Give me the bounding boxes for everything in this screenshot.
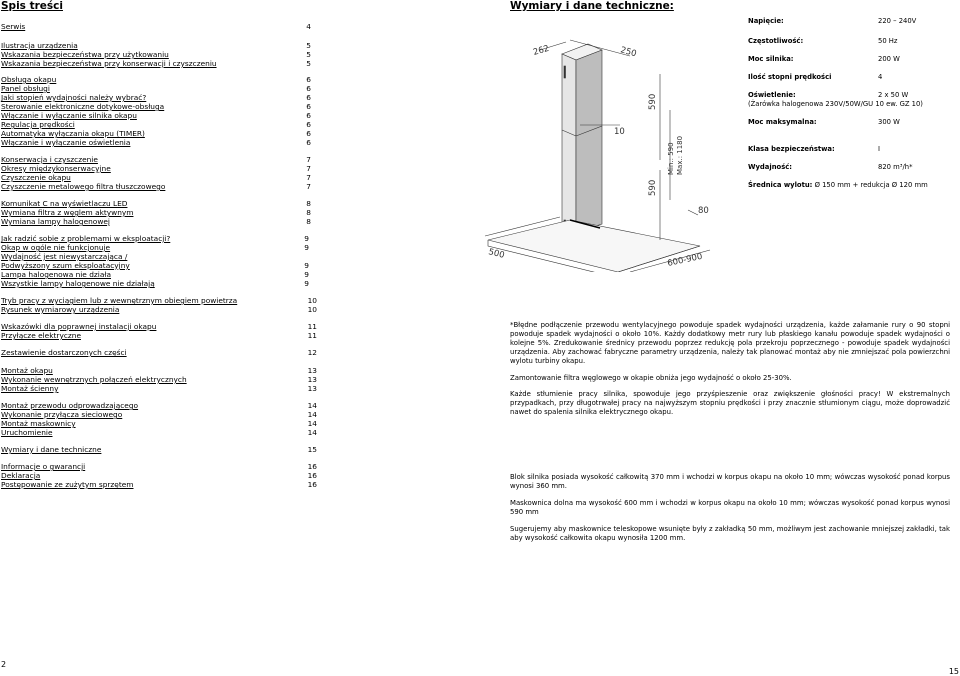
toc-entry[interactable] — [1, 348, 317, 357]
toc-entry-page: 16 — [307, 480, 317, 489]
toc-entry-page: 6 — [306, 102, 311, 111]
toc-entry-page: 8 — [306, 217, 311, 226]
right-page: Wymiary i dane techniczne: 262 250 590 10 590 Min.: 590 Max.: 1180 80 500 600-900 Napięcie: 220 – 240V Częstotliwość: 50 Hz Moc silnika: 200 W Ilość stopni prędkości 4 Oświetlenie: 2 x 50 W (Żarówka halogenowa 230V/50W/GU 10 ew. GZ 10) Moc maksymalna: 300 W Klasa bezpieczeństwa: I Wydajność: 820 m³/h* Średnica wylotu: Ø 150 mm + redukcja Ø 120 mm *Błędne podłączenie przewodu wentylacyjnego powoduje spadek wydajności urządzenia, każde załamanie rury o 90 stopni powoduje spadek wydajności o około 10%. Każdy dodatkowy metr rury lub płaskiego kanału powoduje spadek wydajności o kolejne 5%. Zredukowanie średnicy przewodu poprzez redukcję pola przekroju poprzecznego - powoduje spadek wydajności urządzenia. Aby zachować fabryczne parametry urządzenia, należy tak planować montaż aby nie zmniejszać pola powierzchni wylotu turbiny okapu. Zamontowanie filtra węglowego w okapie obniża jego wydajność o około 25-30%. Każde stłumienie pracy silnika, spowoduje jego przyśpieszenie oraz zwiększenie głośności pracy! W ekstremalnych przypadkach, przy długotrwałej pracy na najwyższym stopniu prędkości i przy znacznie stłumionym ciągu, może doprowadzić nawet do spalenia silnika elektrycznego okapu. Blok silnika posiada wysokość całkowitą 370 mm i wchodzi w korpus okapu na około 10 mm; wówczas wysokość ponad korpus wynosi 360 mm. Maskownica dolna ma wysokość 600 mm i wchodzi w korpus okapu na około 10 mm; wówczas wysokość ponad korpus wynosi 590 mm Sugerujemy aby maskownice teleskopowe wsunięte były z zakładką 50 mm, możliwym jest zachowanie mniejszej zakładki, tak aby wysokość całkowita okapu wynosiła 1200 mm. 15 — [480, 0, 960, 676]
toc-entry-page: 10 — [307, 296, 317, 305]
dim-min: Min.: 590 — [667, 142, 675, 175]
toc-entry-label: Informacje o gwarancji — [1, 462, 86, 471]
toc-entry[interactable] — [1, 279, 309, 288]
toc-entry[interactable] — [1, 164, 311, 173]
toc-entry-label: Rysunek wymiarowy urządzenia — [1, 305, 120, 314]
section-title: Wymiary i dane techniczne: — [510, 0, 674, 12]
toc-entry-page: 9 — [304, 270, 309, 279]
toc-entry-page: 6 — [306, 111, 311, 120]
toc-entry-page: 10 — [307, 305, 317, 314]
note-paragraph: Każde stłumienie pracy silnika, spowoduje jego przyśpieszenie oraz zwiększenie głośności pracy! W ekstremalnych przypadkach, przy długotrwałej pracy na najwyższym stopniu prędkości i przy znacznie stłumionym ciągu, może doprowadzić nawet do spalenia silnika elektrycznego okapu. — [510, 390, 950, 417]
toc-entry[interactable] — [1, 331, 317, 340]
note-paragraph: Sugerujemy aby maskownice teleskopowe wsunięte były z zakładką 50 mm, możliwym jest zachowanie mniejszej zakładki, tak aby wysokość całkowita okapu wynosiła 1200 mm. — [510, 524, 950, 542]
toc-entry[interactable] — [1, 129, 311, 138]
note-paragraph: Blok silnika posiada wysokość całkowitą 370 mm i wchodzi w korpus okapu na około 10 mm; wówczas wysokość ponad korpus wynosi 360 mm. — [510, 473, 950, 490]
toc-entry-page: 13 — [307, 366, 317, 375]
toc-entry-page: 12 — [307, 348, 317, 357]
toc-entry[interactable] — [1, 445, 317, 454]
toc-entry-label: Ilustracja urządzenia — [1, 41, 78, 50]
toc-entry-label: Konserwacja i czyszczenie — [1, 155, 98, 164]
dim-590-lower: 590 — [648, 179, 658, 196]
toc-entry-page: 6 — [306, 138, 311, 147]
toc-entry[interactable] — [1, 261, 309, 270]
toc-entry-label: Wskazania bezpieczeństwa przy użytkowaniu — [1, 50, 169, 59]
toc-entry[interactable] — [1, 462, 317, 471]
toc-entry[interactable] — [1, 296, 317, 305]
toc-entry-page: 4 — [306, 22, 311, 31]
toc-entry-label: Okap w ogóle nie funkcjonuje — [1, 243, 111, 252]
toc-entry[interactable] — [1, 410, 317, 419]
toc-entry-page: 6 — [306, 84, 311, 93]
toc-entry-page: 9 — [304, 234, 309, 243]
toc-entry[interactable] — [1, 375, 317, 384]
page-number-right: 15 — [948, 667, 959, 676]
dim-10: 10 — [614, 127, 625, 137]
toc-entry-label: Automatyka wyłączania okapu (TIMER) — [1, 129, 145, 138]
toc-entry-page: 6 — [306, 93, 311, 102]
toc-entry-label: Uruchomienie — [1, 428, 53, 437]
toc-entry-label: Wymiary i dane techniczne — [1, 445, 102, 454]
note-paragraph: Zamontowanie filtra węglowego w okapie obniża jego wydajność o około 25-30%. — [510, 373, 792, 382]
toc-entry-page: 6 — [306, 75, 311, 84]
toc-entry-page: 14 — [307, 419, 317, 428]
toc-entry[interactable] — [1, 322, 317, 331]
toc-entry-page: 7 — [306, 182, 311, 191]
toc-entry-page: 6 — [306, 129, 311, 138]
toc-entry[interactable] — [1, 428, 317, 437]
toc-entry-page: 8 — [306, 199, 311, 208]
toc-entry[interactable] — [1, 84, 311, 93]
toc-entry-page: 7 — [306, 155, 311, 164]
toc-entry-label: Zestawienie dostarczonych części — [1, 348, 127, 357]
toc-entry-label: Montaż okapu — [1, 366, 53, 375]
toc-entry-page: 14 — [307, 410, 317, 419]
toc-entry-label: Montaż maskownicy — [1, 419, 76, 428]
dimension-diagram — [480, 10, 730, 272]
toc-entry-label: Montaż ścienny — [1, 384, 59, 393]
toc-entry-label: Serwis — [1, 22, 26, 31]
toc-entry-page: 13 — [307, 375, 317, 384]
toc-entry-label: Wszystkie lampy halogenowe nie działają — [1, 279, 155, 288]
toc-entry[interactable] — [1, 208, 311, 217]
toc-entry[interactable] — [1, 217, 311, 226]
dim-600-900: 600-900 — [666, 251, 704, 269]
toc-entry-page: 13 — [307, 384, 317, 393]
toc-entry-label: Sterowanie elektroniczne dotykowe-obsługa — [1, 102, 165, 111]
toc-entry-label: Wydajność jest niewystarczająca / — [1, 252, 128, 261]
dim-250: 250 — [619, 45, 638, 60]
toc-entry[interactable] — [1, 366, 317, 375]
toc-entry-label: Wskazania bezpieczeństwa przy konserwacji i czyszczeniu — [1, 59, 217, 68]
toc-entry-label: Podwyższony szum eksploatacyjny — [1, 261, 130, 270]
notes-block — [510, 321, 950, 425]
toc-entry-page: 7 — [306, 173, 311, 182]
toc-entry-label: Postępowanie ze zużytym sprzętem — [1, 480, 134, 489]
toc-entry-label: Wykonanie wewnętrznych połączeń elektrycznych — [1, 375, 187, 384]
toc-entry-label: Włączanie i wyłączanie silnika okapu — [1, 111, 137, 120]
toc-entry[interactable] — [1, 419, 317, 428]
hood-drawing — [480, 10, 730, 272]
dimensions-notes — [510, 473, 950, 550]
toc-entry-label: Wymiana lampy halogenowej — [1, 217, 110, 226]
toc-entry[interactable] — [1, 41, 311, 50]
toc-entry-page: 11 — [307, 322, 317, 331]
toc-entry-page: 8 — [306, 208, 311, 217]
toc-entry[interactable] — [1, 22, 311, 31]
spec-outlet-diameter: Średnica wylotu: Ø 150 mm + redukcja Ø 120 mm — [748, 181, 928, 189]
dim-590-upper: 590 — [648, 93, 658, 110]
toc-entry-label: Jak radzić sobie z problemami w eksploatacji? — [1, 234, 171, 243]
toc-entry-label: Tryb pracy z wyciągiem lub z wewnętrznym obiegiem powietrza — [1, 296, 238, 305]
dim-80: 80 — [698, 206, 709, 216]
toc-entry-page: 14 — [307, 401, 317, 410]
spec-bulb: (Żarówka halogenowa 230V/50W/GU 10 ew. GZ 10) — [748, 100, 923, 108]
toc-entry[interactable] — [1, 138, 311, 147]
toc-entry-label: Deklaracja — [1, 471, 41, 480]
toc-entry-label: Wykonanie przyłącza sieciowego — [1, 410, 123, 419]
toc-entry-label: Montaż przewodu odprowadzającego — [1, 401, 139, 410]
note-paragraph: *Błędne podłączenie przewodu wentylacyjnego powoduje spadek wydajności urządzenia, każde załamanie rury o 90 stopni powoduje spadek wydajności o około 10%. Każdy dodatkowy metr rury lub płaskiego kanału powoduje spadek wydajności o kolejne 5%. Zredukowanie średnicy przewodu poprzez redukcję pola przekroju poprzecznego - powoduje spadek wydajności urządzenia. Aby zachować fabryczne parametry urządzenia, należy tak planować montaż aby nie zmniejszać pola powierzchni wylotu turbiny okapu. — [510, 321, 950, 365]
toc-entry[interactable] — [1, 111, 311, 120]
toc-entry[interactable] — [1, 93, 311, 102]
toc-entry-page: 9 — [304, 261, 309, 270]
toc-entry-page: 14 — [307, 428, 317, 437]
toc-entry-page: 16 — [307, 471, 317, 480]
toc-entry[interactable] — [1, 471, 317, 480]
toc-entry-label: Komunikat C na wyświetlaczu LED — [1, 199, 128, 208]
note-paragraph: Maskownica dolna ma wysokość 600 mm i wchodzi w korpus okapu na około 10 mm; wówczas wysokość ponad korpus wynosi 590 mm — [510, 498, 950, 516]
toc-entry-label: Obsługa okapu — [1, 75, 57, 84]
toc-entry-page: 9 — [304, 279, 309, 288]
toc-entry[interactable] — [1, 305, 317, 314]
toc-entry-label: Wymiana filtra z węglem aktywnym — [1, 208, 134, 217]
toc-entry[interactable] — [1, 480, 317, 489]
toc-entry-label: Czyszczenie okapu — [1, 173, 71, 182]
toc-entry-label: Okresy międzykonserwacyjne — [1, 164, 111, 173]
toc-entry[interactable] — [1, 270, 309, 279]
toc-entry-label: Lampa halogenowa nie działa — [1, 270, 111, 279]
toc-entry-label: Panel obsługi — [1, 84, 50, 93]
toc-entry-page: 11 — [307, 331, 317, 340]
toc-entry[interactable] — [1, 102, 311, 111]
page-number-left: 2 — [1, 660, 7, 669]
dim-500: 500 — [487, 247, 506, 261]
toc-entry-page: 16 — [307, 462, 317, 471]
toc-entry[interactable] — [1, 75, 311, 84]
toc-entry-label: Regulacja prędkości — [1, 120, 75, 129]
dim-max: Max.: 1180 — [676, 135, 684, 175]
toc-entry-label: Włączanie i wyłączanie oświetlenia — [1, 138, 131, 147]
toc-entry-page: 6 — [306, 120, 311, 129]
toc-entry-page: 15 — [307, 445, 317, 454]
toc-entry[interactable] — [1, 401, 317, 410]
toc-entry[interactable] — [1, 234, 309, 243]
toc-entry[interactable] — [1, 384, 317, 393]
toc-entry-label: Czyszczenie metalowego filtra tłuszczowego — [1, 182, 166, 191]
toc-entry[interactable] — [1, 173, 311, 182]
toc-entry[interactable] — [1, 182, 311, 191]
toc-entry-page: 5 — [306, 50, 311, 59]
toc-entry[interactable] — [1, 243, 309, 252]
toc-entry[interactable] — [1, 252, 309, 261]
toc-entry[interactable] — [1, 59, 311, 68]
toc-entry[interactable] — [1, 120, 311, 129]
toc-entry[interactable] — [1, 50, 311, 59]
toc-entry[interactable] — [1, 199, 311, 208]
toc-entry-label: Przyłącze elektryczne — [1, 331, 81, 340]
toc-entry-page: 7 — [306, 164, 311, 173]
toc-entry-page: 5 — [306, 41, 311, 50]
toc-entry-page: 9 — [304, 243, 309, 252]
toc-entry-label: Jaki stopień wydajności należy wybrać? — [1, 93, 147, 102]
toc-title: Spis treści — [1, 0, 63, 12]
toc-entry[interactable] — [1, 155, 311, 164]
toc-entry-label: Wskazówki dla poprawnej instalacji okapu — [1, 322, 157, 331]
toc-entry-page: 5 — [306, 59, 311, 68]
dim-262: 262 — [532, 43, 551, 58]
